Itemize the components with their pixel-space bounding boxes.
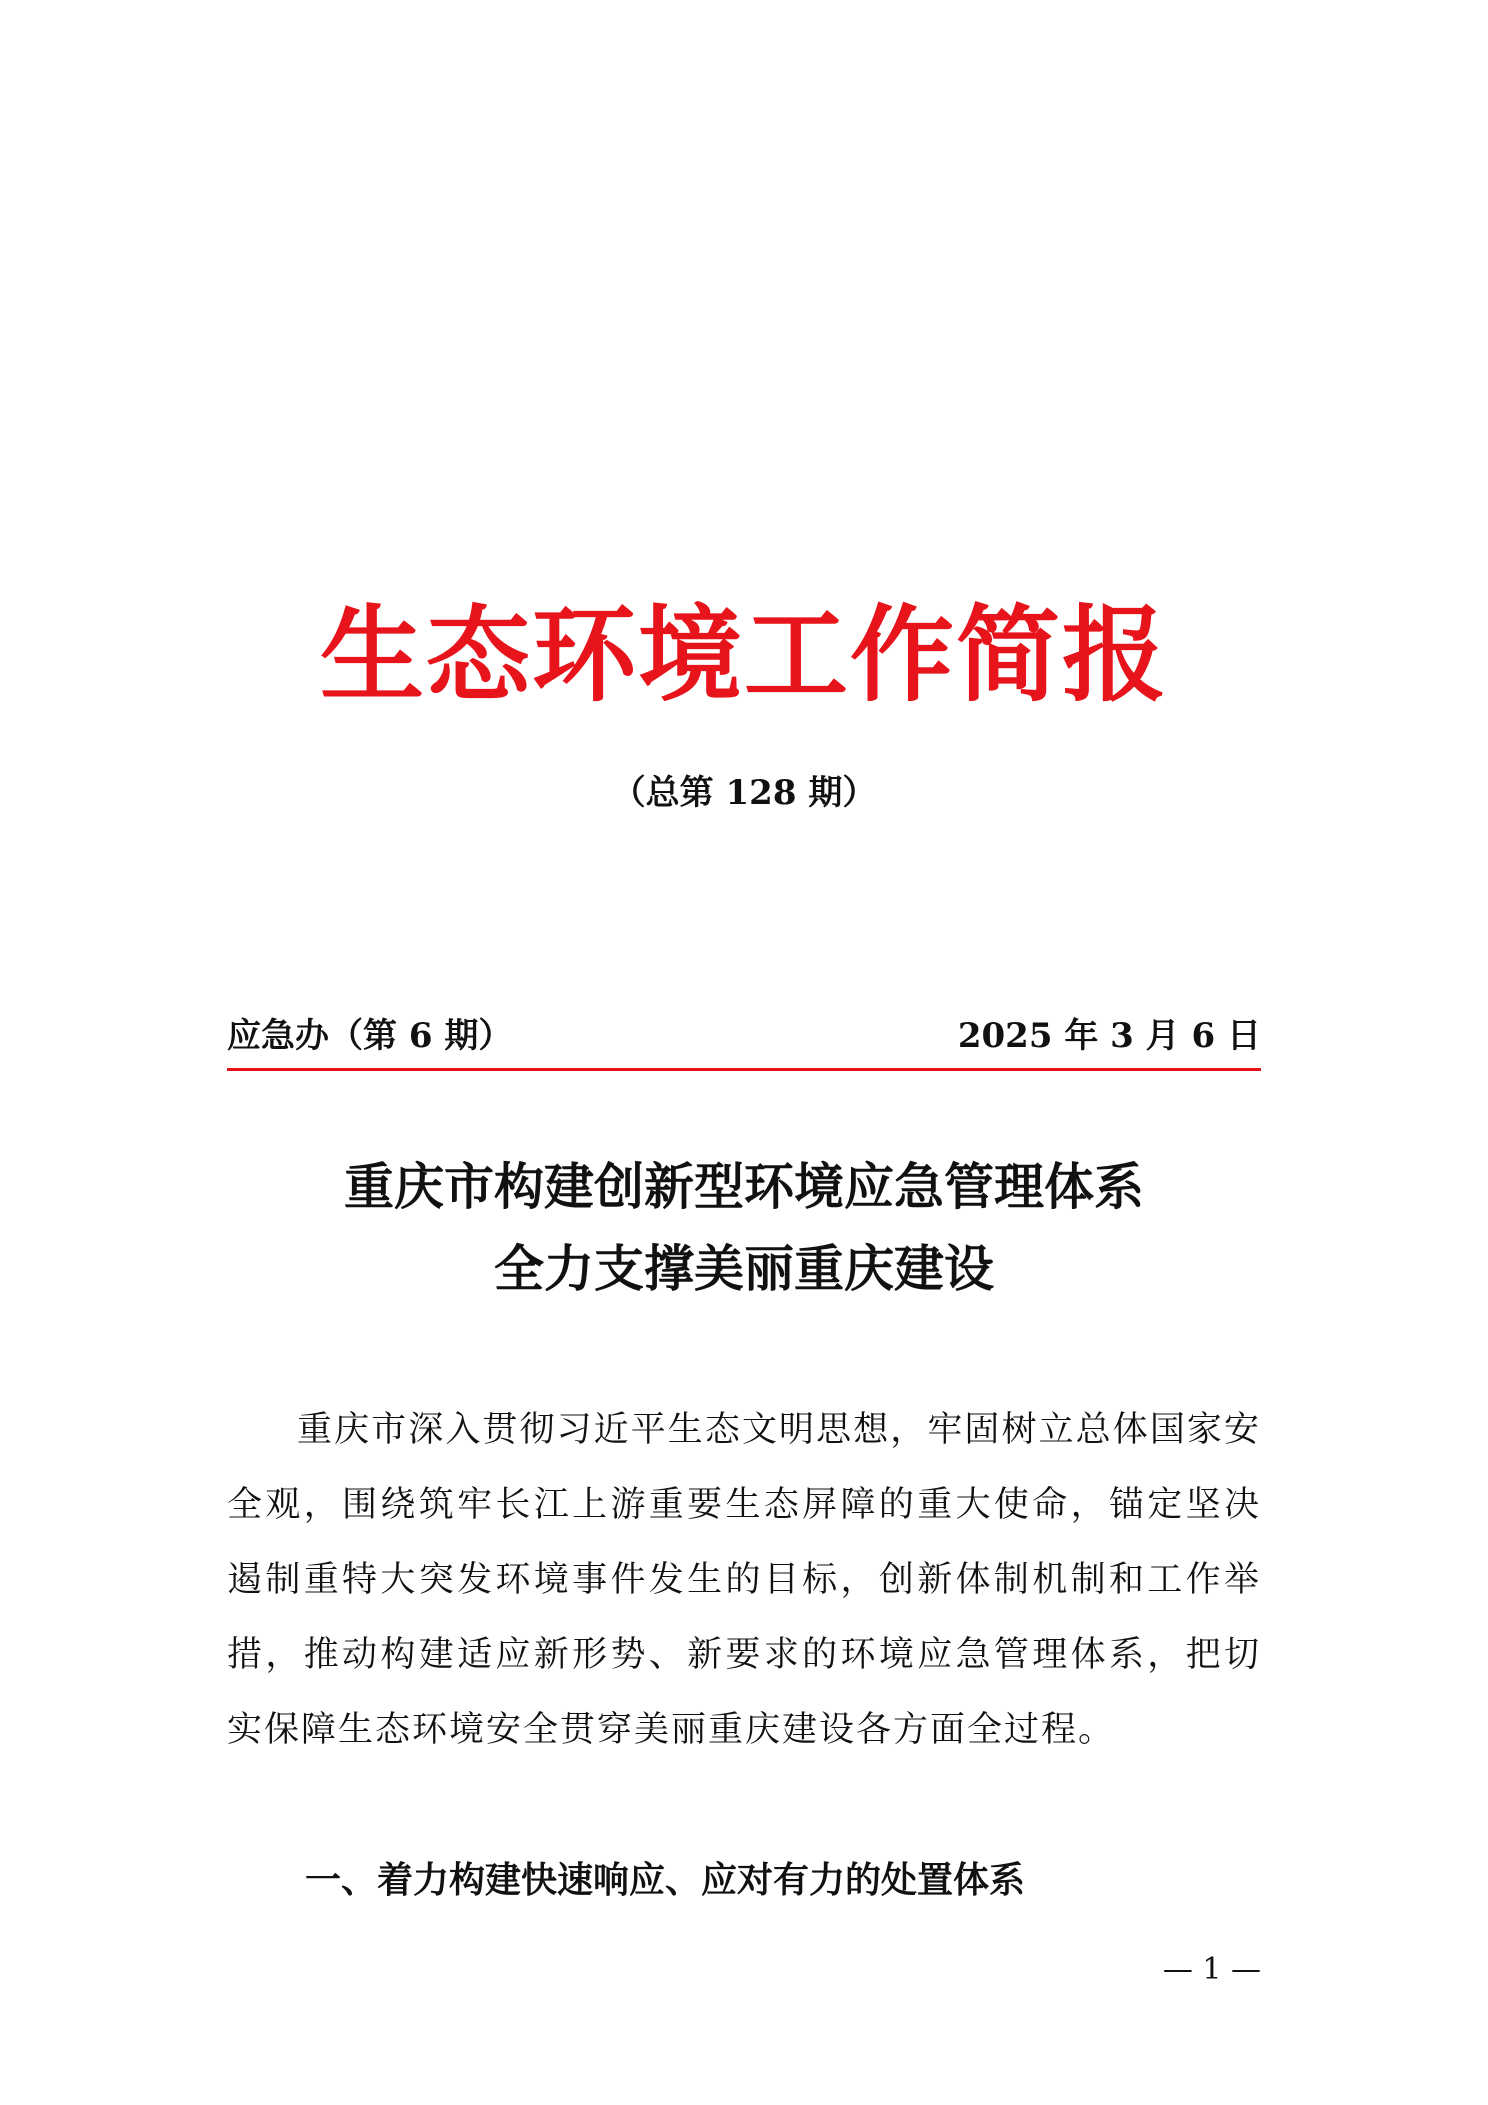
section-heading: 一、着力构建快速响应、应对有力的处置体系 xyxy=(305,1860,1026,1901)
total-issue-number: （总第 128 期） xyxy=(611,773,877,813)
red-divider-rule xyxy=(227,1068,1261,1071)
article-paragraph: 重庆市深入贯彻习近平生态文明思想，牢固树立总体国家安全观，围绕筑牢长江上游重要生态屏障的重大使命，锚定坚决遏制重特大突发环境事件发生的目标，创新体制机制和工作举措，推动构建适应新形势、新要求的环境应急管理体系，把切实保障生态环境安全贯穿美丽重庆建设各方面全过程。 xyxy=(227,1410,1261,1750)
article-headline-line1: 重庆市构建创新型环境应急管理体系 xyxy=(344,1157,1144,1216)
article-headline-line2: 全力支撑美丽重庆建设 xyxy=(494,1239,994,1298)
office-issue-label: 应急办（第 6 期） xyxy=(227,1016,513,1056)
page-number: — 1 — xyxy=(1162,1952,1261,1987)
masthead-title: 生态环境工作简报 xyxy=(319,593,1168,716)
issue-date: 2025 年 3 月 6 日 xyxy=(957,1016,1261,1056)
issue-meta-row xyxy=(227,1008,1261,1064)
